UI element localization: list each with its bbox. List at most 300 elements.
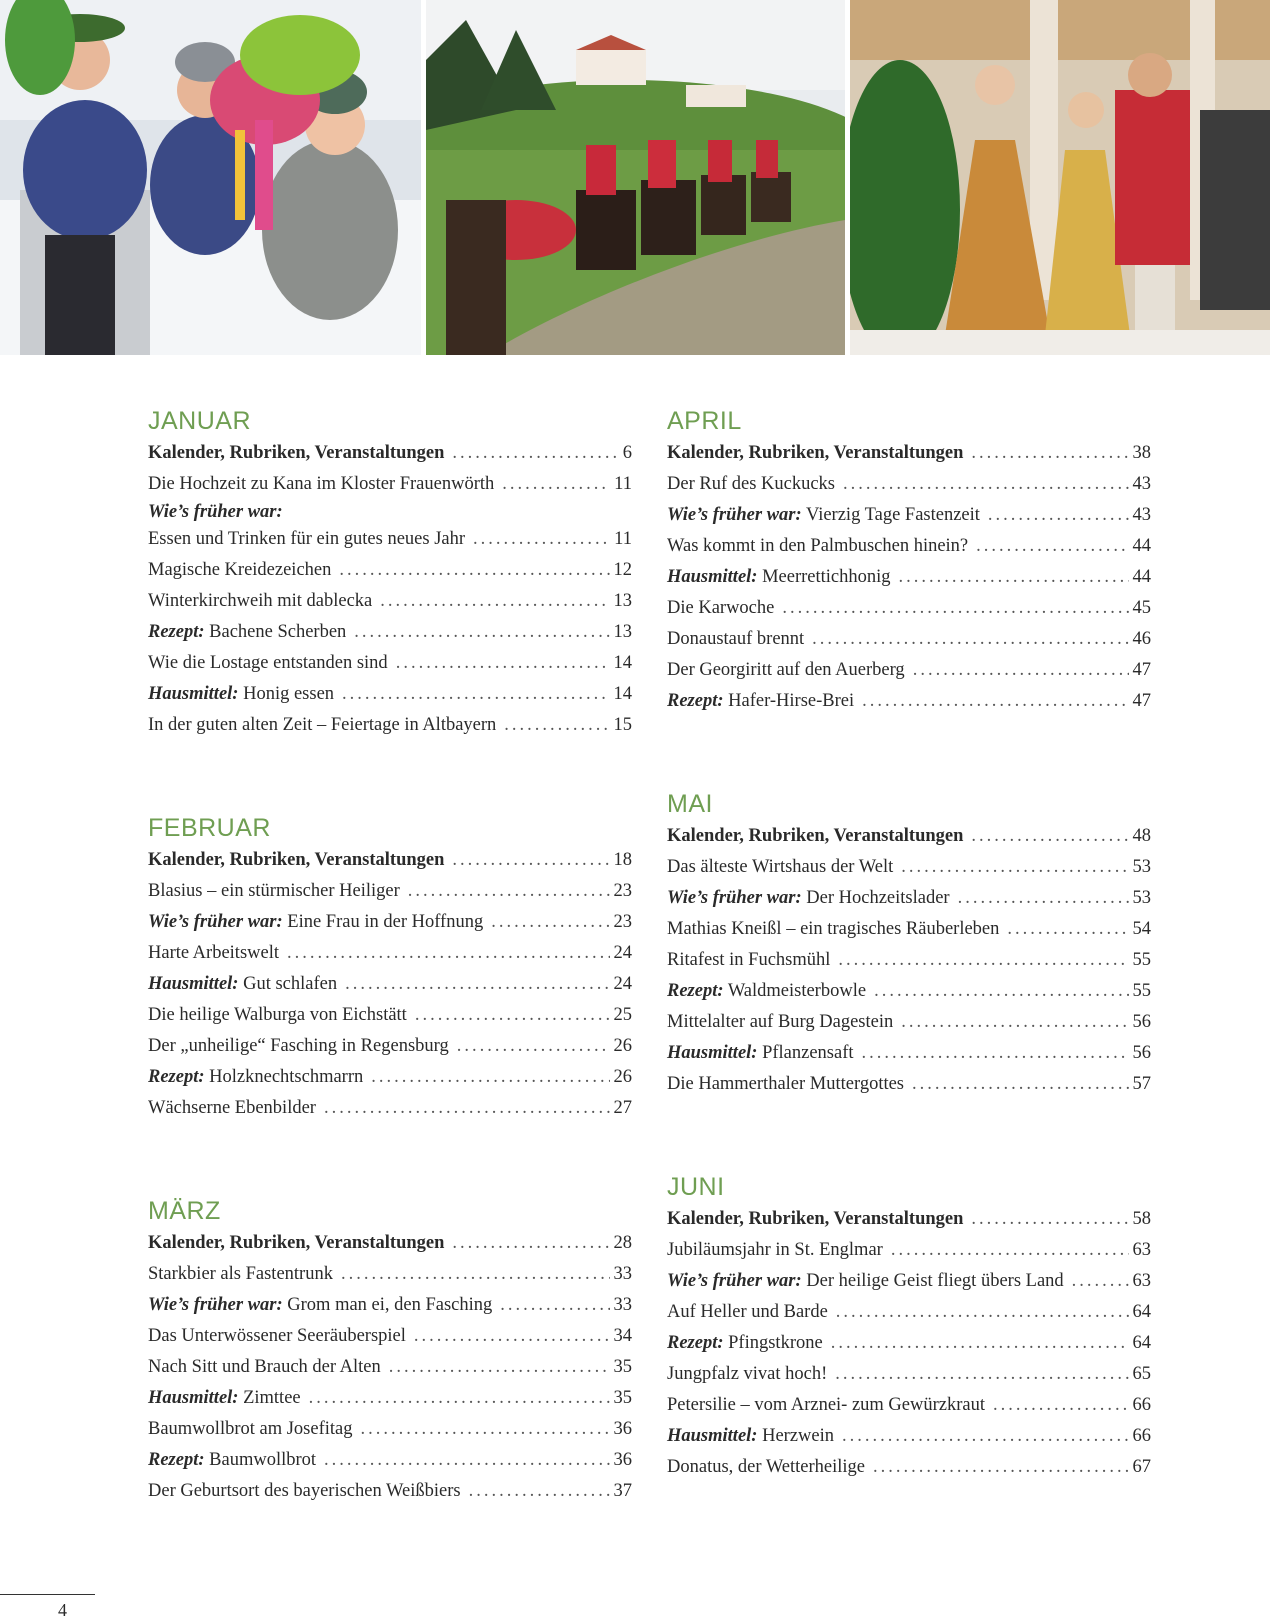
toc-entry-page: 14 — [613, 684, 632, 704]
toc-entry-title — [148, 555, 331, 586]
month-title: MÄRZ — [148, 1197, 221, 1225]
toc-entry-page: 35 — [613, 1357, 632, 1377]
toc-entry-title — [148, 469, 494, 500]
toc-entry-keyword: Rezept: — [667, 981, 724, 1001]
toc-entry — [667, 883, 1151, 914]
toc-entry — [667, 1069, 1151, 1100]
dot-leader — [782, 593, 1128, 624]
toc-entry-page: 33 — [613, 1295, 632, 1315]
dot-leader — [899, 562, 1129, 593]
toc-entry — [667, 438, 1151, 469]
toc-entry-page: 63 — [1132, 1271, 1151, 1291]
toc-entry-page: 57 — [1132, 1074, 1151, 1094]
toc-entry — [148, 1414, 632, 1445]
toc-entry-title — [148, 876, 400, 907]
toc-entry-keyword: Wie’s früher war: — [667, 888, 802, 908]
toc-entry-title — [148, 524, 465, 555]
toc-entry-page: 18 — [613, 850, 632, 870]
dot-leader — [993, 1390, 1129, 1421]
toc-entry-label: Kalender, Rubriken, Veranstaltungen — [148, 850, 445, 870]
toc-entry — [148, 1476, 632, 1507]
toc-entry-title — [667, 1266, 1064, 1297]
toc-entry-label: Blasius – ein stürmischer Heiliger — [148, 881, 400, 901]
dot-leader — [862, 1038, 1129, 1069]
toc-entry-page: 43 — [1132, 474, 1151, 494]
month-title: JANUAR — [148, 407, 252, 435]
dot-leader — [1007, 914, 1128, 945]
month-title: MAI — [667, 790, 713, 818]
toc-entry-title — [148, 1228, 444, 1259]
toc-entry-page: 24 — [613, 974, 632, 994]
toc-entry — [148, 1031, 632, 1062]
dot-leader — [971, 1204, 1128, 1235]
toc-entry — [148, 469, 632, 500]
toc-entry — [667, 1038, 1151, 1069]
dot-leader — [452, 438, 618, 469]
toc-entry — [148, 969, 632, 1000]
toc-entry-title — [667, 1297, 828, 1328]
toc-entry-keyword: Wie’s früher war: — [148, 1295, 283, 1315]
month-februar — [148, 811, 632, 1124]
dot-leader — [504, 710, 609, 741]
dot-leader — [1072, 1266, 1129, 1297]
toc-entry-title — [148, 679, 334, 710]
toc-entry-page: 25 — [613, 1005, 632, 1025]
toc-entry-label: Auf Heller und Barde — [667, 1302, 828, 1322]
toc-entry-title — [667, 1359, 827, 1390]
toc-entry-page: 37 — [613, 1481, 632, 1501]
toc-entry-page: 23 — [613, 881, 632, 901]
toc-entry-label: Donaustauf brennt — [667, 629, 805, 649]
photo-boys-palm-bundles — [0, 0, 421, 355]
toc-entry-label: Kalender, Rubriken, Veranstaltungen — [667, 826, 964, 846]
toc-entry-keyword: Hausmittel: — [667, 1043, 758, 1063]
toc-entry-title — [667, 852, 893, 883]
footer-rule — [0, 1594, 95, 1595]
dot-leader — [976, 531, 1128, 562]
toc-entry-page: 26 — [613, 1067, 632, 1087]
toc-entry-label: Bachene Scherben — [209, 622, 347, 642]
toc-entry-label: Herzwein — [762, 1426, 834, 1446]
toc-entry-keyword: Hausmittel: — [667, 567, 758, 587]
dot-leader — [838, 945, 1128, 976]
dot-leader — [988, 500, 1129, 531]
toc-entry-page: 54 — [1132, 919, 1151, 939]
toc-entry-label: Der heilige Geist fliegt übers Land — [806, 1271, 1064, 1291]
toc-entry-page: 34 — [613, 1326, 632, 1346]
toc-entry-label: Holzknechtschmarrn — [209, 1067, 364, 1087]
toc-entry — [148, 555, 632, 586]
toc-entry — [667, 1359, 1151, 1390]
toc-entry-title — [148, 1352, 381, 1383]
toc-entry — [667, 1235, 1151, 1266]
toc-entry-title — [148, 1000, 407, 1031]
toc-entry-page: 27 — [613, 1098, 632, 1118]
toc-entry-page: 36 — [613, 1450, 632, 1470]
toc-entry-page: 46 — [1132, 629, 1151, 649]
dot-leader — [912, 1069, 1128, 1100]
toc-entry — [148, 876, 632, 907]
toc-entry-title — [667, 1328, 823, 1359]
toc-entry — [667, 1390, 1151, 1421]
toc-entry-page: 15 — [613, 715, 632, 735]
toc-entry-page: 66 — [1132, 1395, 1151, 1415]
dot-leader — [287, 938, 610, 969]
toc-entry-page: 24 — [613, 943, 632, 963]
month-januar — [148, 404, 632, 741]
toc-entry-label: Grom man ei, den Fasching — [287, 1295, 493, 1315]
month-title: FEBRUAR — [148, 814, 271, 842]
dot-leader — [469, 1476, 610, 1507]
toc-entry — [148, 907, 632, 938]
toc-entry-page: 55 — [1132, 950, 1151, 970]
toc-entry-label: Kalender, Rubriken, Veranstaltungen — [148, 443, 445, 463]
toc-entry-title — [148, 648, 388, 679]
toc-entry-page: 65 — [1132, 1364, 1151, 1384]
dot-leader — [873, 1452, 1128, 1483]
toc-entry-title — [148, 1259, 333, 1290]
toc-entry — [667, 852, 1151, 883]
toc-entry-page: 47 — [1132, 691, 1151, 711]
toc-entry-page: 33 — [613, 1264, 632, 1284]
toc-entry — [667, 821, 1151, 852]
month-mai — [667, 787, 1151, 1100]
toc-entry-title — [148, 1414, 353, 1445]
toc-entry-label: Nach Sitt und Brauch der Alten — [148, 1357, 381, 1377]
toc-entry-page: 36 — [613, 1419, 632, 1439]
toc-entry-label: Baumwollbrot am Josefitag — [148, 1419, 353, 1439]
toc-entry — [667, 1204, 1151, 1235]
dot-leader — [452, 1228, 609, 1259]
toc-entry-title — [148, 1445, 316, 1476]
toc-entry — [667, 1266, 1151, 1297]
toc-entries — [148, 438, 632, 741]
dot-leader — [862, 686, 1128, 717]
toc-entry-page: 56 — [1132, 1043, 1151, 1063]
month-juni — [667, 1170, 1151, 1483]
dot-leader — [901, 852, 1128, 883]
toc-entry-keyword: Wie’s früher war: — [148, 502, 283, 522]
toc-entry — [148, 617, 632, 648]
dot-leader — [473, 524, 610, 555]
toc-entry — [667, 1007, 1151, 1038]
dot-leader — [874, 976, 1128, 1007]
toc-entry-title — [148, 1383, 301, 1414]
dot-leader — [831, 1328, 1129, 1359]
toc-entry-title — [667, 945, 830, 976]
toc-entry-title — [667, 1038, 854, 1069]
toc-entry-label: Vierzig Tage Fastenzeit — [805, 505, 980, 525]
toc-entry-label: Wächserne Ebenbilder — [148, 1098, 316, 1118]
toc-entry — [667, 1421, 1151, 1452]
dot-leader — [502, 469, 610, 500]
toc-entry-title — [148, 586, 372, 617]
dot-leader — [371, 1062, 609, 1093]
toc-entry — [148, 938, 632, 969]
dot-leader — [843, 469, 1129, 500]
toc-entry-title — [667, 655, 905, 686]
toc-entry-title — [148, 1062, 363, 1093]
toc-entry-keyword: Wie’s früher war: — [148, 912, 283, 932]
toc-entry — [148, 524, 632, 555]
toc-entries — [667, 1204, 1151, 1483]
toc-entry-page: 12 — [613, 560, 632, 580]
toc-entry-page: 13 — [613, 591, 632, 611]
dot-leader — [971, 438, 1128, 469]
month-maerz — [148, 1194, 632, 1507]
toc-entry-label: Die heilige Walburga von Eichstätt — [148, 1005, 407, 1025]
toc-entry-keyword: Rezept: — [148, 1067, 205, 1087]
toc-entry-page: 11 — [614, 529, 632, 549]
toc-entry-title — [667, 438, 963, 469]
toc-entry-page: 64 — [1132, 1302, 1151, 1322]
toc-entry-label: Kalender, Rubriken, Veranstaltungen — [667, 443, 964, 463]
toc-entry-keyword: Hausmittel: — [148, 1388, 239, 1408]
toc-entries — [148, 1228, 632, 1507]
toc-entry — [148, 1445, 632, 1476]
dot-leader — [324, 1093, 610, 1124]
dot-leader — [408, 876, 610, 907]
toc-entry-page: 44 — [1132, 536, 1151, 556]
toc-entry-page: 26 — [613, 1036, 632, 1056]
toc-entry-title — [148, 1031, 449, 1062]
toc-entry-label: Meerrettichhonig — [762, 567, 891, 587]
toc-entry — [148, 679, 632, 710]
toc-entry — [148, 1093, 632, 1124]
dot-leader — [342, 679, 609, 710]
photo-strip — [0, 0, 1270, 355]
toc-entry-keyword: Wie’s früher war: — [667, 1271, 802, 1291]
toc-entry-page: 35 — [613, 1388, 632, 1408]
toc-entry-page: 23 — [613, 912, 632, 932]
toc-entry-page: 45 — [1132, 598, 1151, 618]
dot-leader — [361, 1414, 610, 1445]
toc-entry-label: Waldmeisterbowle — [727, 981, 867, 1001]
toc-entry-label: Pfingstkrone — [728, 1333, 823, 1353]
dot-leader — [354, 617, 609, 648]
toc-left-column — [148, 404, 632, 1507]
toc-entry-page: 55 — [1132, 981, 1151, 1001]
toc-entry-label: Kalender, Rubriken, Veranstaltungen — [667, 1209, 964, 1229]
toc-entry-title — [667, 686, 854, 717]
toc-entry — [667, 469, 1151, 500]
photo-horse-procession — [426, 0, 845, 355]
toc-entry-label: Pflanzensaft — [762, 1043, 854, 1063]
toc-entry-page: 38 — [1132, 443, 1151, 463]
toc-entry — [667, 1452, 1151, 1483]
toc-entry — [667, 686, 1151, 717]
month-title: APRIL — [667, 407, 742, 435]
toc-entry-label: Die Hammerthaler Muttergottes — [667, 1074, 905, 1094]
toc-right-column — [667, 404, 1151, 1483]
month-title: JUNI — [667, 1173, 725, 1201]
toc-entry-title — [148, 500, 283, 524]
dot-leader — [324, 1445, 609, 1476]
dot-leader — [339, 555, 609, 586]
toc-entry-page: 28 — [613, 1233, 632, 1253]
toc-entry-keyword: Hausmittel: — [148, 684, 239, 704]
dot-leader — [452, 845, 609, 876]
toc-entry-keyword: Rezept: — [667, 691, 724, 711]
toc-entry-title — [667, 914, 999, 945]
toc-entry — [148, 1000, 632, 1031]
toc-entries — [148, 845, 632, 1124]
toc-entry — [667, 500, 1151, 531]
toc-entry — [148, 1321, 632, 1352]
toc-entry-label: Mathias Kneißl – ein tragisches Räuberleben — [667, 919, 1000, 939]
toc-entry — [148, 1228, 632, 1259]
toc-entry-page: 48 — [1132, 826, 1151, 846]
toc-entry — [148, 710, 632, 741]
toc-entry-label: Wie die Lostage entstanden sind — [148, 653, 388, 673]
toc-entry — [667, 531, 1151, 562]
toc-entry-keyword: Wie’s früher war: — [667, 505, 802, 525]
toc-entry — [667, 655, 1151, 686]
toc-entry-label: Essen und Trinken für ein gutes neues Jahr — [148, 529, 466, 549]
toc-entry — [148, 1352, 632, 1383]
toc-entry-title — [667, 593, 774, 624]
toc-entry — [667, 562, 1151, 593]
dot-leader — [396, 648, 610, 679]
toc-entry-keyword: Rezept: — [148, 622, 205, 642]
toc-entry-keyword: Hausmittel: — [148, 974, 239, 994]
dot-leader — [971, 821, 1128, 852]
toc-entry — [148, 845, 632, 876]
toc-entry-page: 66 — [1132, 1426, 1151, 1446]
dot-leader — [835, 1359, 1128, 1390]
toc-entry-label: Starkbier als Fastentrunk — [148, 1264, 333, 1284]
month-april — [667, 404, 1151, 717]
toc-entry-label: Harte Arbeitswelt — [148, 943, 279, 963]
toc-entry — [667, 593, 1151, 624]
toc-entry-label: Das älteste Wirtshaus der Welt — [667, 857, 894, 877]
toc-entry-label: Der „unheilige“ Fasching in Regensburg — [148, 1036, 449, 1056]
toc-entry — [148, 1290, 632, 1321]
toc-entry-title — [667, 1452, 865, 1483]
toc-entry-label: Baumwollbrot — [209, 1450, 317, 1470]
toc-entry-label: Der Georgiritt auf den Auerberg — [667, 660, 905, 680]
page-number: 4 — [58, 1600, 67, 1620]
toc-entry-title — [667, 976, 866, 1007]
toc-entry-title — [667, 1069, 904, 1100]
dot-leader — [414, 1321, 610, 1352]
toc-entry-title — [667, 821, 963, 852]
toc-entry-label: Jubiläumsjahr in St. Englmar — [667, 1240, 883, 1260]
toc-entry-title — [148, 617, 346, 648]
toc-entry-label: Mittelalter auf Burg Dagestein — [667, 1012, 894, 1032]
dot-leader — [913, 655, 1129, 686]
toc-entries — [667, 438, 1151, 717]
toc-entry-label: In der guten alten Zeit – Feiertage in Altbayern — [148, 715, 497, 735]
toc-entry-label: Gut schlafen — [243, 974, 338, 994]
toc-entry-title — [148, 1290, 492, 1321]
toc-entry-label: Ritafest in Fuchsmühl — [667, 950, 831, 970]
toc-entry-title — [667, 1421, 834, 1452]
toc-entry-label: Der Ruf des Kuckucks — [667, 474, 835, 494]
toc-entry — [667, 1297, 1151, 1328]
photo-historic-costume-play — [850, 0, 1270, 355]
toc-entry-label: Eine Frau in der Hoffnung — [287, 912, 484, 932]
toc-entry-title — [667, 883, 950, 914]
toc-entry-title — [667, 469, 835, 500]
dot-leader — [842, 1421, 1129, 1452]
toc-entry-label: Hafer-Hirse-Brei — [728, 691, 855, 711]
toc-entry — [148, 438, 632, 469]
dot-leader — [836, 1297, 1129, 1328]
toc-entry-title — [667, 562, 891, 593]
toc-entry — [667, 914, 1151, 945]
toc-entry-label: Jungpfalz vivat hoch! — [667, 1364, 828, 1384]
toc-entry-page: 6 — [622, 443, 632, 463]
toc-entry-title — [148, 1321, 406, 1352]
toc-entry-page: 53 — [1132, 857, 1151, 877]
toc-entry-title — [667, 1204, 963, 1235]
toc-entry — [148, 1383, 632, 1414]
toc-entry — [148, 648, 632, 679]
toc-entry-title — [148, 907, 483, 938]
toc-entry-title — [667, 500, 980, 531]
toc-entry-title — [148, 1476, 461, 1507]
toc-entry-label: Die Karwoche — [667, 598, 775, 618]
toc-entry-label: Donatus, der Wetterheilige — [667, 1457, 866, 1477]
dot-leader — [389, 1352, 610, 1383]
toc-entry — [667, 1328, 1151, 1359]
dot-leader — [341, 1259, 610, 1290]
toc-entries — [667, 821, 1151, 1100]
toc-entry — [667, 976, 1151, 1007]
toc-entry-label: Winterkirchweih mit dablecka — [148, 591, 373, 611]
toc-entry-label: Honig essen — [243, 684, 335, 704]
dot-leader — [415, 1000, 610, 1031]
toc-entry-page: 67 — [1132, 1457, 1151, 1477]
toc-entry-page: 63 — [1132, 1240, 1151, 1260]
dot-leader — [457, 1031, 610, 1062]
toc-entry-label: Magische Kreidezeichen — [148, 560, 332, 580]
dot-leader — [901, 1007, 1128, 1038]
dot-leader — [380, 586, 609, 617]
toc-entry-label: Der Geburtsort des bayerischen Weißbiers — [148, 1481, 461, 1501]
dot-leader — [491, 907, 609, 938]
toc-entry-title — [148, 969, 337, 1000]
toc-entry-title — [667, 1007, 893, 1038]
toc-entry-label: Zimttee — [243, 1388, 301, 1408]
toc-entry-title — [667, 1235, 883, 1266]
toc-entry-keyword: Rezept: — [667, 1333, 724, 1353]
toc-entry-page: 58 — [1132, 1209, 1151, 1229]
toc-entry-page: 13 — [613, 622, 632, 642]
toc-entry-title — [148, 438, 444, 469]
toc-entry — [148, 586, 632, 617]
toc-entry-page: 56 — [1132, 1012, 1151, 1032]
toc-entry-label: Kalender, Rubriken, Veranstaltungen — [148, 1233, 445, 1253]
dot-leader — [500, 1290, 609, 1321]
dot-leader — [309, 1383, 610, 1414]
toc-entry-label: Was kommt in den Palmbuschen hinein? — [667, 536, 969, 556]
toc-entry — [148, 1062, 632, 1093]
toc-entry — [667, 945, 1151, 976]
toc-entry-title — [148, 1093, 316, 1124]
toc-entry-label: Die Hochzeit zu Kana im Kloster Frauenwörth — [148, 474, 495, 494]
toc-entry-keyword: Rezept: — [148, 1450, 205, 1470]
toc-entry-page: 43 — [1132, 505, 1151, 525]
toc-entry-title — [667, 531, 968, 562]
toc-entry — [667, 624, 1151, 655]
toc-entry-label: Petersilie – vom Arznei- zum Gewürzkraut — [667, 1395, 985, 1415]
toc-entry — [148, 500, 632, 524]
toc-entry-page: 14 — [613, 653, 632, 673]
toc-entry-label: Das Unterwössener Seeräuberspiel — [148, 1326, 406, 1346]
dot-leader — [345, 969, 609, 1000]
